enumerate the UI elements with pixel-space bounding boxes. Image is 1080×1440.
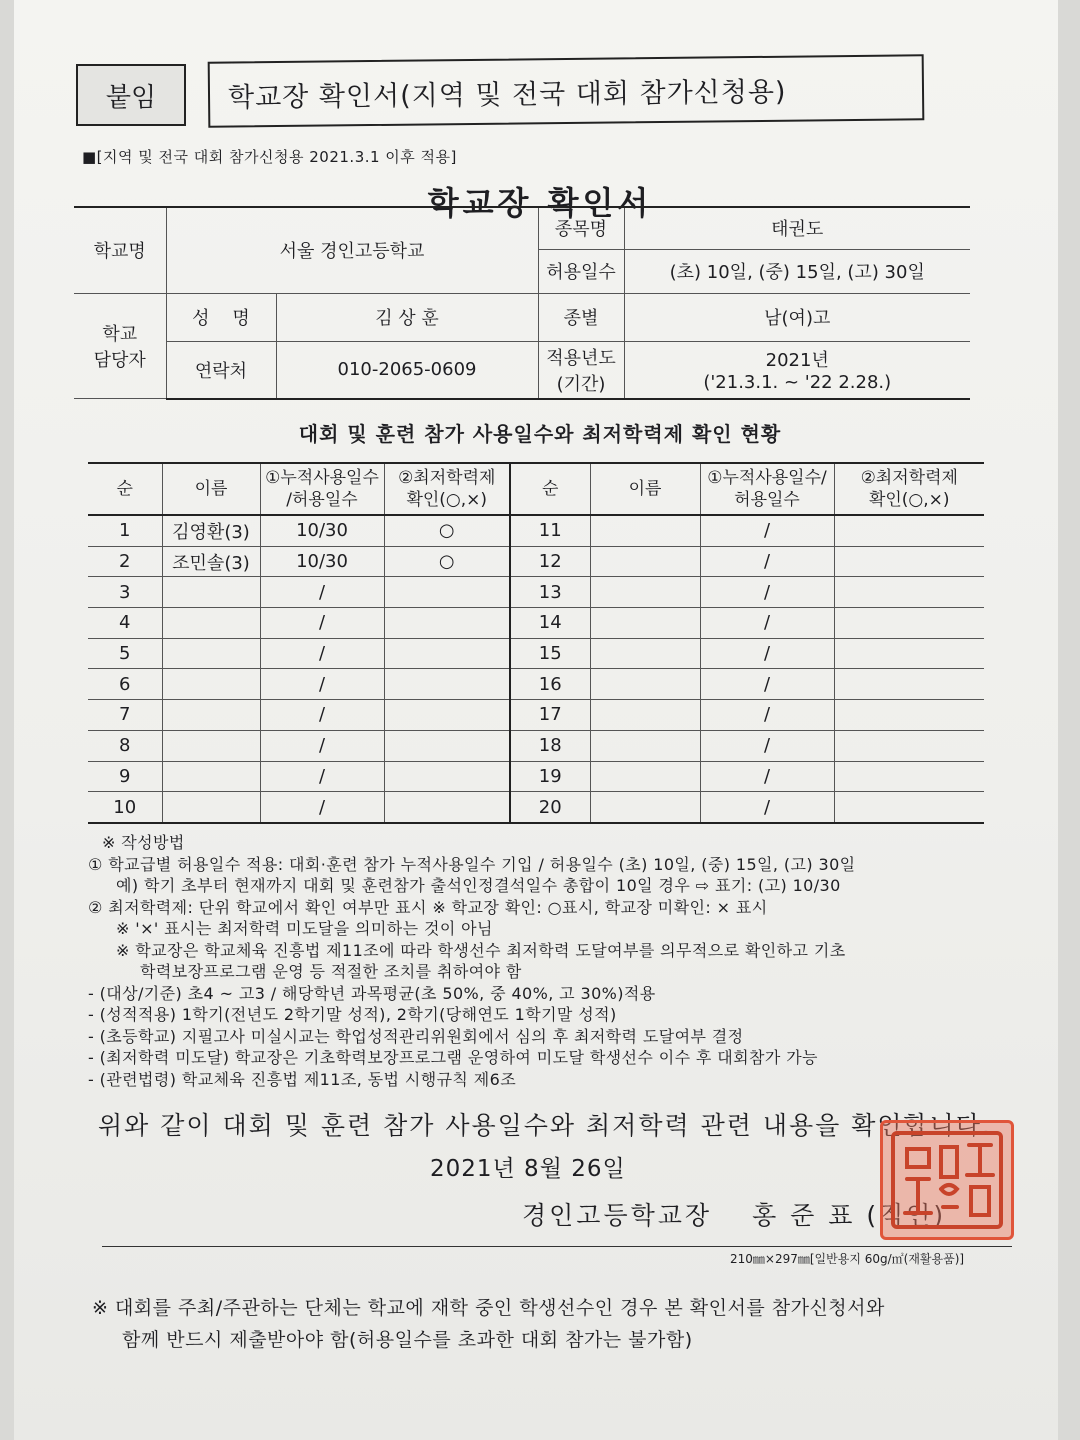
row-number-cell: 20 <box>510 792 590 823</box>
manager-label <box>74 293 166 399</box>
period-label <box>538 341 624 399</box>
days-used-cell: / <box>260 577 384 608</box>
allowed-days-label: 허용일수 <box>538 249 624 293</box>
min-check-cell <box>384 761 510 792</box>
period-year: 2021년 <box>765 350 829 371</box>
school-info-table <box>74 206 970 400</box>
min-check-cell <box>834 546 984 577</box>
category-label: 종별 <box>538 293 624 341</box>
row-number-cell: 14 <box>510 608 590 639</box>
days-used-cell: / <box>700 515 834 546</box>
student-name-cell <box>590 761 700 792</box>
col-min2-header-line1: ②최저학력제 <box>860 468 958 488</box>
col-min2-header <box>834 463 984 515</box>
roster-header-row <box>88 463 984 515</box>
row-number-cell: 13 <box>510 577 590 608</box>
student-name-cell <box>162 577 260 608</box>
period-range: ('21.3.1. ~ '22 2.28.) <box>703 372 892 393</box>
attachment-tag: 붙임 <box>76 64 186 126</box>
seal-glyph-icon <box>887 1127 1007 1233</box>
period-label-line2: (기간) <box>556 373 606 395</box>
document-header-title: 학교장 확인서(지역 및 전국 대회 참가신청용) <box>208 54 925 127</box>
min-check-cell: ○ <box>384 546 510 577</box>
instruction-item: ② 최저학력제: 단위 학교에서 확인 여부만 표시 ※ 학교장 확인: ○표시, 학교장 미확인: × 표시 <box>88 897 768 917</box>
student-name-cell <box>590 700 700 731</box>
row-number-cell: 18 <box>510 730 590 761</box>
student-name-cell <box>590 669 700 700</box>
table-row <box>88 546 984 577</box>
col-min-header-line1: ②최저학력제 <box>398 468 496 488</box>
table-row <box>88 669 984 700</box>
allowed-days-value: (초) 10일, (중) 15일, (고) 30일 <box>624 249 970 293</box>
page-title: 학교장 확인서 <box>427 184 653 222</box>
days-used-cell: / <box>700 546 834 577</box>
min-check-cell <box>834 515 984 546</box>
table-row <box>88 638 984 669</box>
min-check-cell <box>834 669 984 700</box>
min-check-cell <box>384 792 510 823</box>
col-days2-header-line2: 허용일수 <box>734 490 800 510</box>
table-row <box>88 730 984 761</box>
manager-name-label: 성 명 <box>166 293 276 341</box>
student-name-cell <box>162 792 260 823</box>
days-used-cell: / <box>700 577 834 608</box>
row-number-cell: 7 <box>88 700 162 731</box>
roster-section-title: 대회 및 훈련 참가 사용일수와 최저학력제 확인 현황 <box>298 422 782 446</box>
instructions-heading: ※ 작성방법 <box>102 833 185 852</box>
student-name-cell <box>162 669 260 700</box>
student-name-cell <box>162 730 260 761</box>
days-used-cell: / <box>700 638 834 669</box>
instruction-item: - (대상/기준) 초4 ~ 고3 / 해당학년 과목평균(초 50%, 중 40%, 고 30%)적용 <box>88 983 656 1003</box>
student-name-cell: 조민솔(3) <box>162 546 260 577</box>
divider <box>102 1246 1012 1247</box>
student-name-cell <box>162 761 260 792</box>
paper-spec: 210㎜×297㎜[일반용지 60g/㎡(재활용품)] <box>730 1252 965 1266</box>
min-check-cell <box>384 577 510 608</box>
row-number-cell: 10 <box>88 792 162 823</box>
manager-name-value: 김 상 훈 <box>276 293 538 341</box>
footer-notice <box>92 1292 992 1356</box>
student-name-cell <box>590 546 700 577</box>
row-number-cell: 9 <box>88 761 162 792</box>
min-check-cell <box>384 669 510 700</box>
table-row <box>88 700 984 731</box>
row-number-cell: 2 <box>88 546 162 577</box>
roster-table <box>88 462 984 824</box>
instruction-item: - (관련법령) 학교체육 진흥법 제11조, 동법 시행규칙 제6조 <box>88 1069 517 1089</box>
row-number-cell: 17 <box>510 700 590 731</box>
student-name-cell: 김영환(3) <box>162 515 260 546</box>
col-days2-header-line1: ①누적사용일수/ <box>707 468 827 488</box>
row-number-cell: 3 <box>88 577 162 608</box>
table-row <box>88 608 984 639</box>
instruction-item: - (최저학력 미도달) 학교장은 기초학력보장프로그램 운영하여 미도달 학생선수 이수 후 대회참가 가능 <box>88 1048 818 1067</box>
row-number-cell: 8 <box>88 730 162 761</box>
instruction-item: ※ '×' 표시는 최저학력 미도달을 의미하는 것이 아님 <box>116 919 493 938</box>
col-min-header <box>384 463 510 515</box>
event-label: 종목명 <box>538 207 624 249</box>
min-check-cell <box>384 638 510 669</box>
col-no2-header: 순 <box>510 463 590 515</box>
seal-mark: (직인) <box>866 1201 947 1230</box>
row-number-cell: 5 <box>88 638 162 669</box>
manager-label-line1: 학교 <box>102 323 138 345</box>
student-name-cell <box>162 638 260 669</box>
col-days-header <box>260 463 384 515</box>
min-check-cell <box>834 638 984 669</box>
row-number-cell: 16 <box>510 669 590 700</box>
min-check-cell <box>834 730 984 761</box>
instruction-item: - (성적적용) 1학기(전년도 2학기말 성적), 2학기(당해연도 1학기말 성적) <box>88 1005 617 1024</box>
table-row <box>88 792 984 823</box>
min-check-cell: ○ <box>384 515 510 546</box>
col-days-header-line2: /허용일수 <box>286 490 358 510</box>
instruction-item: 예) 학기 초부터 현재까지 대회 및 훈련참가 출석인정결석일수 총합이 10일 경우 ⇨ 표기: (고) 10/30 <box>116 876 841 895</box>
col-min-header-line2: 확인(○,×) <box>406 490 488 510</box>
table-row <box>88 577 984 608</box>
instruction-item: 학력보장프로그램 운영 등 적절한 조치를 취하여야 함 <box>140 962 522 981</box>
student-name-cell <box>590 730 700 761</box>
signer-title: 경인고등학교장 <box>522 1201 713 1230</box>
min-check-cell <box>834 577 984 608</box>
student-name-cell <box>590 608 700 639</box>
period-value <box>624 341 970 399</box>
footer-line-1: ※ 대회를 주최/주관하는 단체는 학교에 재학 중인 학생선수인 경우 본 확인서를 참가신청서와 <box>92 1297 885 1319</box>
col-min2-header-line2: 확인(○,×) <box>868 490 950 510</box>
manager-label-line2: 담당자 <box>93 349 146 371</box>
days-used-cell: / <box>260 700 384 731</box>
days-used-cell: / <box>700 669 834 700</box>
row-number-cell: 4 <box>88 608 162 639</box>
instructions <box>88 832 988 1090</box>
student-name-cell <box>590 577 700 608</box>
days-used-cell: / <box>260 669 384 700</box>
min-check-cell <box>834 608 984 639</box>
applicability-note: ■[지역 및 전국 대회 참가신청용 2021.3.1 이후 적용] <box>82 148 457 166</box>
row-number-cell: 19 <box>510 761 590 792</box>
days-used-cell: / <box>260 730 384 761</box>
days-used-cell: / <box>700 608 834 639</box>
school-name-label: 학교명 <box>74 207 166 293</box>
days-used-cell: / <box>700 700 834 731</box>
days-used-cell: / <box>260 761 384 792</box>
days-used-cell: / <box>260 638 384 669</box>
days-used-cell: / <box>700 761 834 792</box>
min-check-cell <box>384 730 510 761</box>
footer-line-2: 함께 반드시 제출받아야 함(허용일수를 초과한 대회 참가는 불가함) <box>122 1329 693 1351</box>
student-name-cell <box>590 792 700 823</box>
days-used-cell: / <box>700 792 834 823</box>
instruction-item: ※ 학교장은 학교체육 진흥법 제11조에 따라 학생선수 최저학력 도달여부를 의무적으로 확인하고 기초 <box>116 940 846 960</box>
col-name-header: 이름 <box>162 463 260 515</box>
days-used-cell: / <box>260 608 384 639</box>
confirmation-statement: 위와 같이 대회 및 훈련 참가 사용일수와 최저학력 관련 내용을 확인합니다. <box>98 1111 992 1140</box>
row-number-cell: 15 <box>510 638 590 669</box>
instruction-item: - (초등학교) 지필고사 미실시교는 학업성적관리위원회에서 심의 후 최저학력 도달여부 결정 <box>88 1026 744 1046</box>
days-used-cell: 10/30 <box>260 546 384 577</box>
row-number-cell: 11 <box>510 515 590 546</box>
days-used-cell: 10/30 <box>260 515 384 546</box>
min-check-cell <box>834 792 984 823</box>
instruction-item: ① 학교급별 허용일수 적용: 대회·훈련 참가 누적사용일수 기입 / 허용일수 (초) 10일, (중) 15일, (고) 30일 <box>88 854 856 874</box>
table-row <box>88 761 984 792</box>
col-name2-header: 이름 <box>590 463 700 515</box>
roster-body <box>88 515 984 823</box>
col-days2-header <box>700 463 834 515</box>
row-number-cell: 12 <box>510 546 590 577</box>
row-number-cell: 1 <box>88 515 162 546</box>
period-label-line1: 적용년도 <box>546 347 616 369</box>
school-name-value: 서울 경인고등학교 <box>166 207 538 293</box>
min-check-cell <box>384 700 510 731</box>
col-days-header-line1: ①누적사용일수 <box>265 468 379 488</box>
student-name-cell <box>162 608 260 639</box>
min-check-cell <box>834 700 984 731</box>
min-check-cell <box>834 761 984 792</box>
col-no-header: 순 <box>88 463 162 515</box>
issue-date: 2021년 8월 26일 <box>430 1156 626 1182</box>
contact-value: 010-2065-0609 <box>276 341 538 399</box>
event-value: 태권도 <box>624 207 970 249</box>
days-used-cell: / <box>260 792 384 823</box>
min-check-cell <box>384 608 510 639</box>
student-name-cell <box>162 700 260 731</box>
category-value: 남(여)고 <box>624 293 970 341</box>
signer-name: 홍 준 표 <box>752 1201 856 1230</box>
days-used-cell: / <box>700 730 834 761</box>
student-name-cell <box>590 638 700 669</box>
row-number-cell: 6 <box>88 669 162 700</box>
official-seal-stamp <box>880 1120 1014 1240</box>
contact-label: 연락처 <box>166 341 276 399</box>
table-row <box>88 515 984 546</box>
student-name-cell <box>590 515 700 546</box>
